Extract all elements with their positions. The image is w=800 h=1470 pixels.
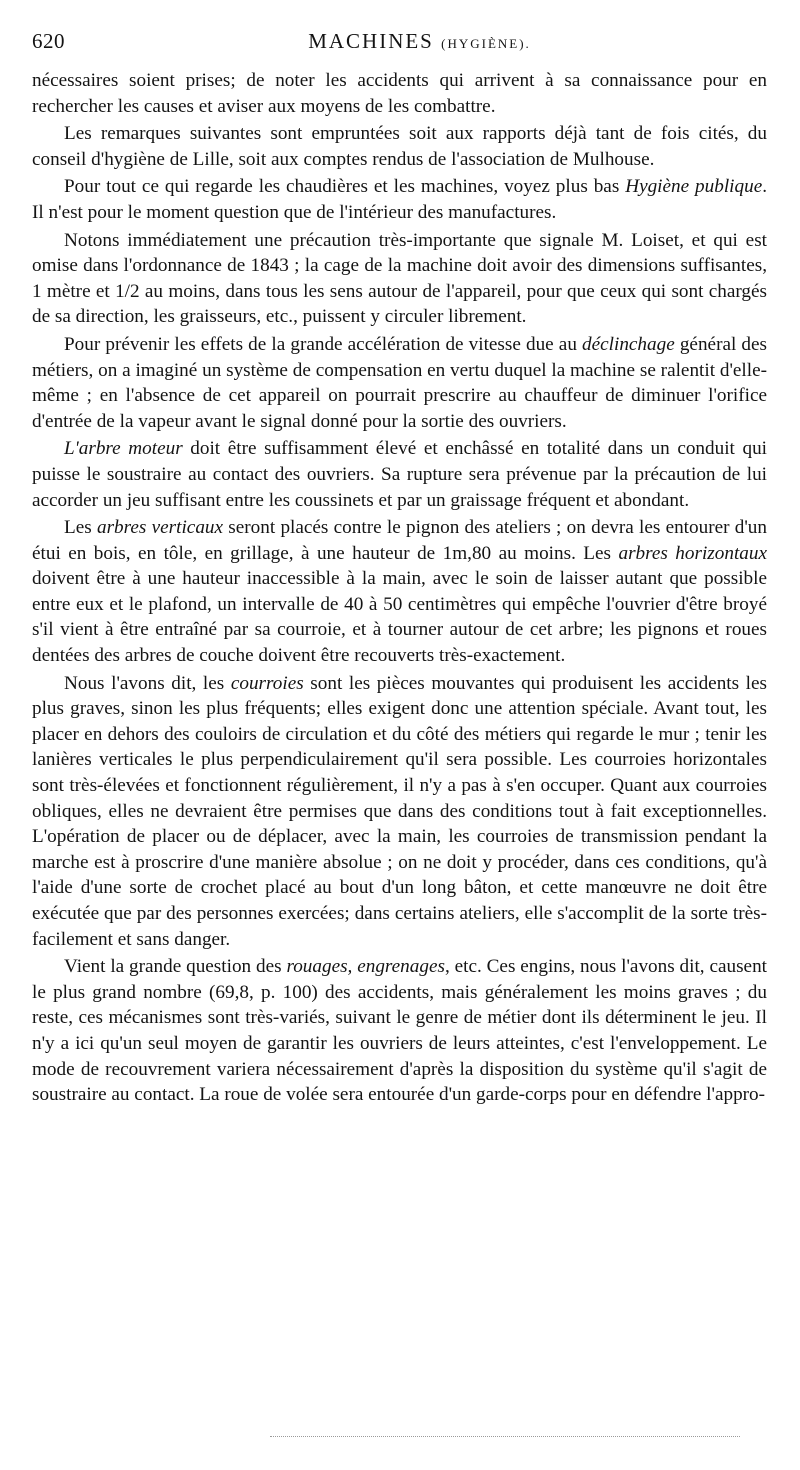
text-run: seront placés contre le pignon des ateliers ; on devra les entourer d'un étui en bois, en tôle, en grillage, à une hauteur de 1m,80 au moins. Les <box>32 517 767 564</box>
italic-term: rouages, engrenages <box>286 956 445 978</box>
italic-term: arbres horizontaux <box>618 542 767 564</box>
paragraph <box>32 228 767 330</box>
text-run: doivent être à une hauteur inaccessible à la main, avec le soin de laisser autant que possible entre eux et le plafond, un intervalle de 40 à 50 centimètres qui empêche l'ouvrier d'être broyé s'il vient à être entraîné par sa courroie, et à tourner autour de cet arbre; les pignons et roues dentées des arbres de couche doivent être recouverts très-exactement. <box>32 568 767 667</box>
page-number: 620 <box>32 29 65 53</box>
text-run: Pour tout ce qui regarde les chaudières et les machines, voyez plus bas <box>64 176 626 198</box>
italic-term: L'arbre moteur <box>64 438 183 460</box>
running-title-sub: (HYGIÈNE). <box>441 36 531 51</box>
body-text <box>32 68 767 1108</box>
paragraph <box>32 515 767 669</box>
italic-term: arbres verticaux <box>96 517 224 539</box>
paragraph <box>32 174 767 225</box>
italic-term: courroies <box>230 672 304 694</box>
running-title <box>32 28 767 57</box>
text-run: . Il n'est pour le moment question que de l'intérieur des manufactures. <box>32 176 768 223</box>
running-title-main: MACHINES <box>308 29 434 53</box>
text-run: Les <box>64 517 97 539</box>
text-run: , etc. Ces engins, nous l'avons dit, causent le plus grand nombre (69,8, p. 100) des accidents, mais généralement les moins graves ; du reste, ces mécanismes sont très-variés, suivant le genre de métier dont ils déterminent le jeu. Il n'y a ici qu'un seul moyen de garantir les ouvriers de leurs atteintes, c'est l'enveloppement. Le mode de recouvrement variera nécessairement d'après la disposition du système qu'il s'agit de soustraire au contact. La roue de volée sera entourée d'un garde-corps pour en défendre l'appro- <box>32 956 767 1106</box>
paragraph <box>32 671 767 953</box>
italic-term: Hygiène publique <box>625 176 763 198</box>
footer-rule <box>270 1436 740 1437</box>
paragraph <box>32 332 767 434</box>
paragraph <box>32 436 767 513</box>
text-run: Les remarques suivantes sont empruntées soit aux rapports déjà tant de fois cités, du conseil d'hygiène de Lille, soit aux comptes rendus de l'association de Mulhouse. <box>32 123 767 170</box>
text-run: Vient la grande question des <box>64 956 287 978</box>
text-run: Nous l'avons dit, les <box>64 672 231 694</box>
text-run: général des métiers, on a imaginé un système de compensation en vertu duquel la machine se ralentit d'elle-même ; en l'absence de cet appareil on pourrait prescrire au chauffeur de diminuer l'orifice d'entrée de la vapeur avant le signal donné pour la sortie des ouvriers. <box>32 333 767 432</box>
text-run: Notons immédiatement une précaution très-importante que signale M. Loiset, et qui est omise dans l'ordonnance de 1843 ; la cage de la machine doit avoir des dimensions suffisantes, 1 mètre et 1/2 au moins, dans tous les sens autour de l'appareil, pour que ceux qui sont chargés de sa direction, les graisseurs, etc., puissent y circuler librement. <box>32 229 767 328</box>
text-run: sont les pièces mouvantes qui produisent les accidents les plus graves, sinon les plus fréquents; elles exigent donc une attention spéciale. Avant tout, les placer en dehors des couloirs de circulation et du côté des métiers qui regarde le mur ; tenir les lanières verticales le plus perpendiculairement qu'il sera possible. Les courroies horizontales sont très-élevées et fonctionnent régulièrement, il n'y a pas à s'en occuper. Quant aux courroies obliques, elles ne devraient être permises que dans des conditions tout à fait exceptionnelles. L'opération de placer ou de déplacer, avec la main, les courroies de transmission pendant la marche est à proscrire d'une manière absolue ; on ne doit y procéder, dans ces conditions, qu'à l'aide d'une sorte de crochet placé au bout d'un long bâton, et cette manœuvre ne doit être exécutée que par des personnes exercées; dans certains ateliers, elle s'accomplit de la sorte très-facilement et sans danger. <box>32 672 767 950</box>
italic-term: déclinchage <box>582 333 675 355</box>
paragraph <box>32 68 767 119</box>
running-head <box>32 28 767 54</box>
text-run: doit être suffisamment élevé et enchâssé en totalité dans un conduit qui puisse le soustraire au contact des ouvriers. Sa rupture sera prévenue par la précaution de lui accorder un jeu suffisant entre les coussinets et par un graissage fréquent et abondant. <box>32 438 767 511</box>
text-run: nécessaires soient prises; de noter les accidents qui arrivent à sa connaissance pour en rechercher les causes et aviser aux moyens de les combattre. <box>32 70 767 117</box>
paragraph <box>32 121 767 172</box>
paragraph <box>32 954 767 1108</box>
text-run: Pour prévenir les effets de la grande accélération de vitesse due au <box>64 333 583 355</box>
book-page <box>32 28 767 1108</box>
